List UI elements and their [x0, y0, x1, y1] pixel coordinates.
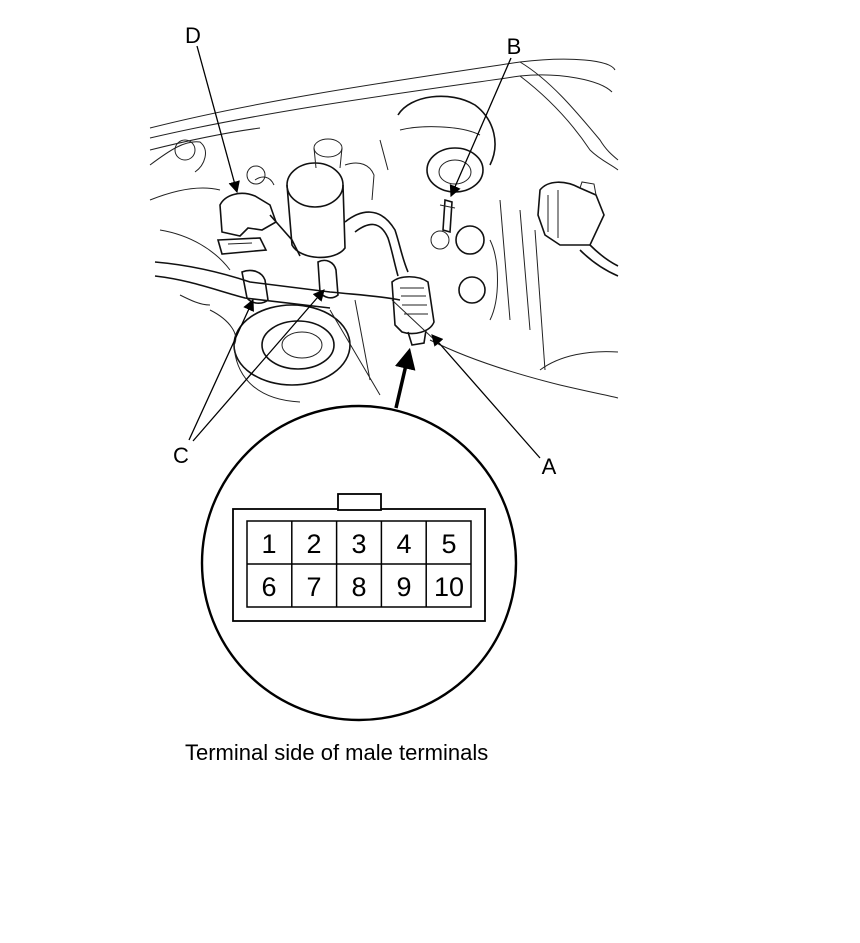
callout-c-label: C: [173, 443, 189, 468]
connector-shell: [233, 509, 485, 621]
callout-b-label: B: [506, 34, 522, 59]
connector-detail-view: [202, 406, 516, 720]
callout-a-label: A: [541, 454, 557, 479]
engine-bay-illustration: [150, 59, 618, 402]
terminal-5: 5: [441, 529, 457, 559]
view-caption: Terminal side of male terminals: [185, 740, 489, 765]
terminal-2: 2: [306, 529, 322, 559]
connector-lock-tab: [338, 494, 381, 510]
terminal-6: 6: [261, 572, 277, 602]
terminal-1: 1: [261, 529, 277, 559]
terminal-4: 4: [396, 529, 412, 559]
terminal-3: 3: [351, 529, 367, 559]
terminal-9: 9: [396, 572, 412, 602]
callout-d-label: D: [185, 23, 201, 48]
terminal-7: 7: [306, 572, 322, 602]
terminal-8: 8: [351, 572, 367, 602]
terminal-10: 10: [433, 572, 465, 602]
